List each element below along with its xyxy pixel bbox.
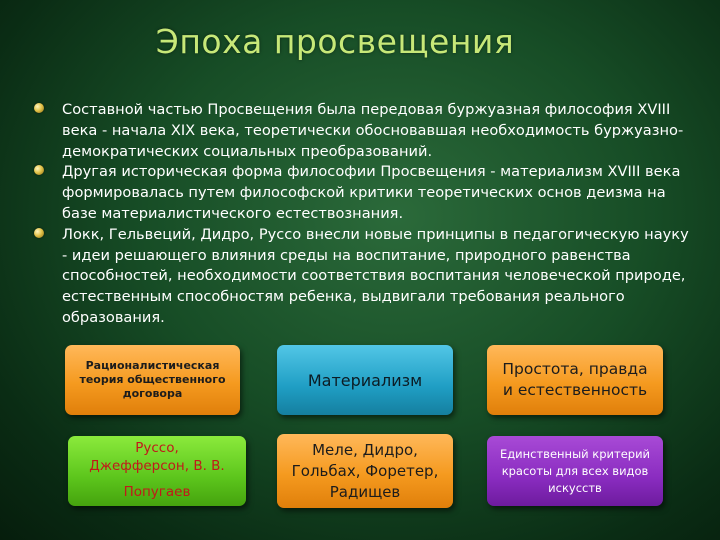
- bullet-text: Составной частью Просвещения была передовая буржуазная философия XVIII века - начала XIX века, теоретически обосновавшая необходимость буржуазно-демократических социальных преобразований.: [62, 101, 684, 160]
- box-simplicity: Простота, правда и естественность: [487, 345, 663, 415]
- slide-title: Эпоха просвещения: [155, 22, 515, 61]
- bullet-dot-icon: [34, 165, 44, 175]
- bullet-list: [34, 100, 694, 329]
- box-materialism: Материализм: [277, 345, 453, 415]
- bullet-item: [34, 162, 694, 224]
- box-rousseau-line-2: Джефферсон, В. В.: [89, 458, 225, 474]
- bullet-item: [34, 225, 694, 329]
- box-rousseau: [68, 436, 246, 506]
- box-rationalist-theory: Рационалистическая теория общественного договора: [65, 345, 240, 415]
- bullet-text: Другая историческая форма философии Просвещения - материализм XVIII века формировалась путем философской критики теоретических основ деизма на базе материалистического естествознания.: [62, 163, 681, 222]
- box-sole-criterion: Единственный критерий красоты для всех видов искусств: [487, 436, 663, 506]
- bullet-text: Локк, Гельвеций, Дидро, Руссо внесли новые принципы в педагогическую науку - идеи решающего влияния среды на воспитание, природного равенства способностей, необходимости соответствия воспитания человеческой природе, естественным способностям ребенка, выдвигали требования реального образования.: [62, 225, 689, 326]
- bullet-dot-icon: [34, 103, 44, 113]
- bullet-item: [34, 100, 694, 162]
- box-rousseau-line-3: Попугаев: [123, 484, 191, 500]
- box-rousseau-line-1: Руссо,: [135, 440, 179, 456]
- bullet-dot-icon: [34, 228, 44, 238]
- box-mele-diderot: Меле, Дидро, Гольбах, Форетер, Радищев: [277, 434, 453, 508]
